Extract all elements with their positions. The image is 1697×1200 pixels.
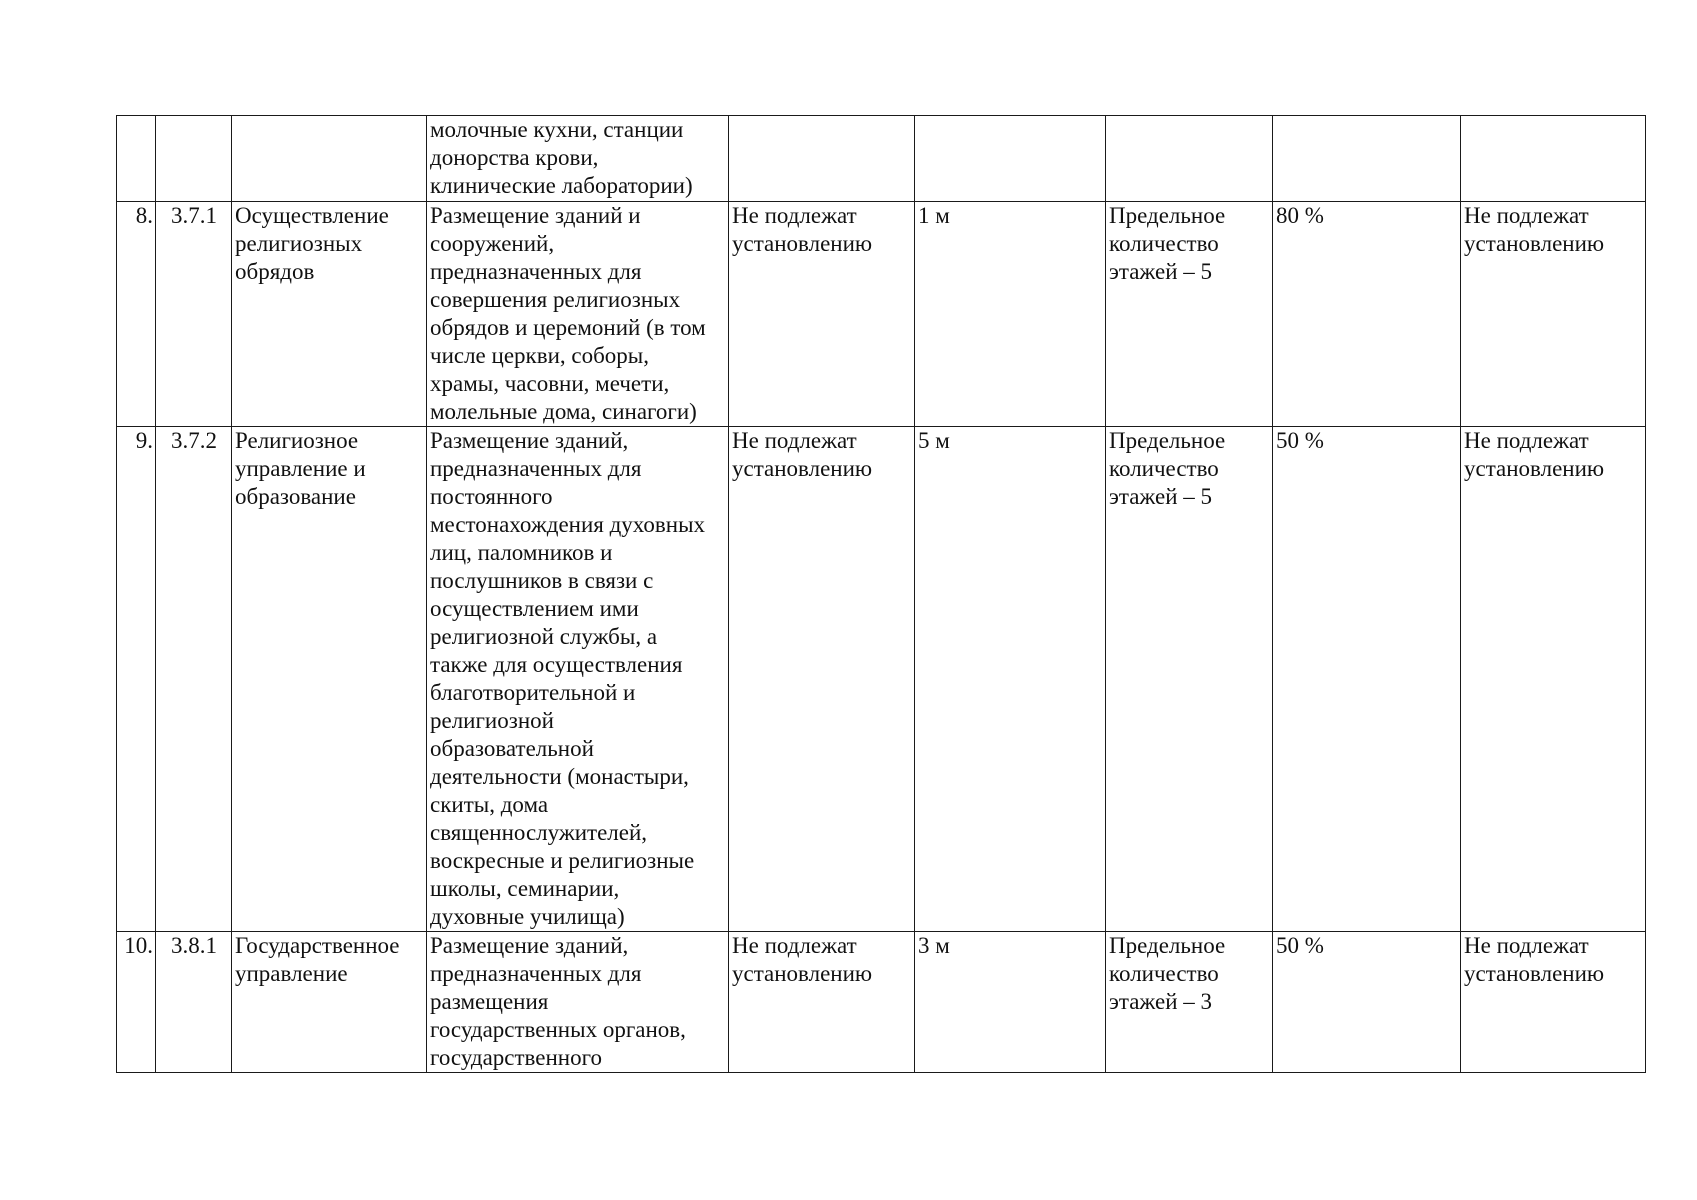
table-row-continuation <box>117 116 1646 202</box>
setback-cell: 3 м <box>915 932 1106 1073</box>
row-number-cell <box>117 116 156 202</box>
min-area-cell: Не подлежат установлению <box>729 427 915 932</box>
use-description-cell: Размещение зданий, предназначенных для постоянного местонахождения духовных лиц, паломников и послушников в связи с осуществлением ими религиозной службы, а также для осуществления благотворительной и религиозной образовательной деятельности (монастыри, скиты, дома священнослужителей, воскресные и религиозные школы, семинарии, духовные училища) <box>427 427 729 932</box>
setback-cell: 1 м <box>915 202 1106 427</box>
row-number-cell: 8. <box>117 202 156 427</box>
use-description-cell: молочные кухни, станции донорства крови, клинические лаборатории) <box>427 116 729 202</box>
coverage-cell: 50 % <box>1273 427 1461 932</box>
row-number-cell: 9. <box>117 427 156 932</box>
use-code-cell <box>156 116 232 202</box>
row-number-cell: 10. <box>117 932 156 1073</box>
max-floors-cell: Предельное количество этажей – 3 <box>1106 932 1273 1073</box>
use-name-cell <box>232 116 427 202</box>
use-code-cell: 3.7.1 <box>156 202 232 427</box>
regulations-table <box>116 115 1646 1073</box>
other-params-cell <box>1461 116 1646 202</box>
use-name-cell: Религиозное управление и образование <box>232 427 427 932</box>
setback-cell <box>915 116 1106 202</box>
min-area-cell: Не подлежат установлению <box>729 932 915 1073</box>
other-params-cell: Не подлежат установлению <box>1461 202 1646 427</box>
table-row <box>117 202 1646 427</box>
max-floors-cell: Предельное количество этажей – 5 <box>1106 202 1273 427</box>
coverage-cell: 50 % <box>1273 932 1461 1073</box>
use-name-cell: Осуществление религиозных обрядов <box>232 202 427 427</box>
other-params-cell: Не подлежат установлению <box>1461 427 1646 932</box>
table-row <box>117 427 1646 932</box>
max-floors-cell <box>1106 116 1273 202</box>
use-description-cell: Размещение зданий и сооружений, предназначенных для совершения религиозных обрядов и церемоний (в том числе церкви, соборы, храмы, часовни, мечети, молельные дома, синагоги) <box>427 202 729 427</box>
use-description-cell: Размещение зданий, предназначенных для размещения государственных органов, государственного <box>427 932 729 1073</box>
coverage-cell: 80 % <box>1273 202 1461 427</box>
min-area-cell <box>729 116 915 202</box>
min-area-cell: Не подлежат установлению <box>729 202 915 427</box>
setback-cell: 5 м <box>915 427 1106 932</box>
use-name-cell: Государственное управление <box>232 932 427 1073</box>
coverage-cell <box>1273 116 1461 202</box>
use-code-cell: 3.8.1 <box>156 932 232 1073</box>
table-row <box>117 932 1646 1073</box>
use-code-cell: 3.7.2 <box>156 427 232 932</box>
other-params-cell: Не подлежат установлению <box>1461 932 1646 1073</box>
max-floors-cell: Предельное количество этажей – 5 <box>1106 427 1273 932</box>
